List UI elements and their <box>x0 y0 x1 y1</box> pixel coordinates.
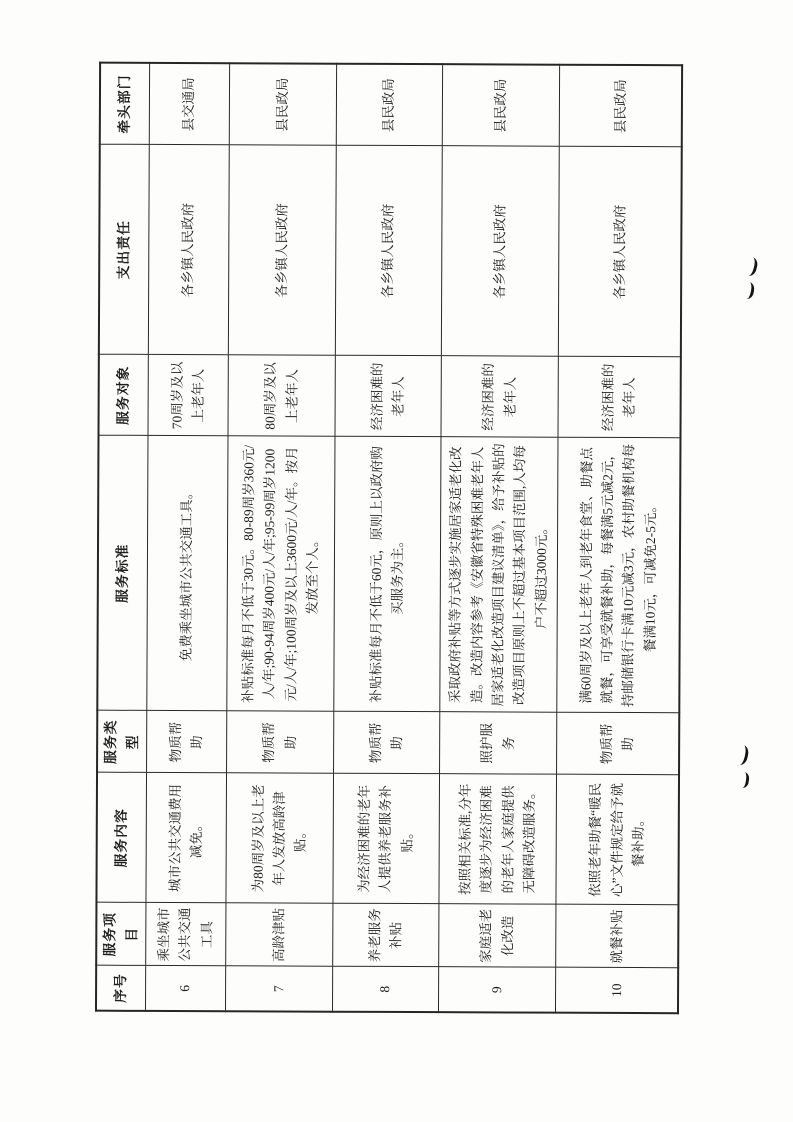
cell-standard: 免费乘坐城市公共交通工具。 <box>146 436 227 711</box>
cell-dept: 县交通局 <box>149 63 229 145</box>
cell-duty: 各乡镇人民政府 <box>148 145 229 355</box>
header-cell-target: 服务对象 <box>98 355 147 436</box>
cell-target: 经济困难的老年人 <box>335 356 441 437</box>
cell-target: 70周岁及以上老年人 <box>148 355 228 436</box>
cell-duty: 各乡镇人民政府 <box>558 147 682 358</box>
cell-dept: 县民政局 <box>229 63 336 145</box>
cell-content: 为80周岁及以上老年人发放高龄津贴。 <box>226 773 334 903</box>
cell-target: 80周岁及以上老年人 <box>228 355 335 436</box>
cell-dept: 县民政局 <box>336 64 442 146</box>
cell-item: 就餐补贴 <box>555 905 678 969</box>
cell-type: 物质帮助 <box>333 712 439 774</box>
table-row <box>332 64 442 1012</box>
cell-seq: 8 <box>332 967 438 1012</box>
cell-item: 养老服务补贴 <box>332 904 438 967</box>
cell-type: 物质帮助 <box>146 711 226 773</box>
cell-dept: 县民政局 <box>559 65 682 148</box>
table-header-row <box>96 63 149 1011</box>
header-cell-type: 服务类型 <box>97 711 146 773</box>
cell-content: 城市公共交通费用减免。 <box>146 773 227 903</box>
cell-content: 依照老年助餐“暖民心”文件规定给予就餐补助。 <box>556 775 680 906</box>
cell-content: 为经济困难的老年人提供养老服务补贴。 <box>333 774 440 904</box>
cell-target: 经济困难的老年人 <box>441 356 558 438</box>
cell-standard: 补贴标准每月不低于30元。80-89周岁360元/人/年;90-94周岁400元/人/年;95-99周岁1200元/人/年;100周岁及以上3600元/人/年。按月发放至个人。 <box>226 436 334 711</box>
cell-target: 经济困难的老年人 <box>558 357 681 439</box>
table-row <box>555 65 682 1014</box>
cell-item: 家庭适老化改造 <box>438 904 555 968</box>
service-items-table <box>95 62 683 1015</box>
cell-standard: 采取政府补贴等方式逐步实施居家适老化改造。改造内容参考《安徽省特殊困难老年人居家适老化改造项目建议清单》，给予补贴的改造项目原则上不超过基本项目范围,人均每户不超过3000元。 <box>439 437 557 713</box>
cell-type: 物质帮助 <box>226 711 333 773</box>
cell-seq: 10 <box>555 968 678 1014</box>
header-cell-seq: 序号 <box>96 966 145 1011</box>
header-cell-dept: 牵头部门 <box>100 63 149 145</box>
cell-standard: 满60周岁及以上老年人到老年食堂、助餐点就餐，可享受就餐补助，每餐满5元减2元，持邮储银行卡满10元减3元，农村助餐机构每餐满10元，可减免2-5元。 <box>556 438 680 714</box>
header-cell-item: 服务项目 <box>96 903 145 966</box>
cell-item: 乘坐城市公共交通工具 <box>145 903 225 966</box>
cell-item: 高龄津贴 <box>225 903 332 966</box>
cell-standard: 补贴标准每月不低于60元，原则上以政府购买服务为主。 <box>333 437 440 712</box>
rotated-table-container <box>95 64 670 1014</box>
header-cell-standard: 服务标准 <box>97 436 147 711</box>
header-cell-duty: 支出责任 <box>99 145 149 355</box>
cell-seq: 6 <box>145 966 225 1011</box>
table-row <box>145 63 229 1011</box>
cell-seq: 9 <box>438 967 555 1013</box>
cell-type: 照护服务 <box>439 712 556 775</box>
cell-content: 按照相关标准,分年度逐步为经济困难的老年人家庭提供无障碍改造服务。 <box>439 774 557 905</box>
cell-duty: 各乡镇人民政府 <box>441 146 559 357</box>
cell-dept: 县民政局 <box>442 64 559 147</box>
cell-duty: 各乡镇人民政府 <box>335 146 442 356</box>
table-row <box>438 64 559 1013</box>
cell-duty: 各乡镇人民政府 <box>228 145 336 355</box>
cell-seq: 7 <box>225 966 332 1011</box>
table-row <box>225 63 336 1011</box>
header-cell-content: 服务内容 <box>96 773 146 903</box>
cell-type: 物质帮助 <box>556 713 679 776</box>
